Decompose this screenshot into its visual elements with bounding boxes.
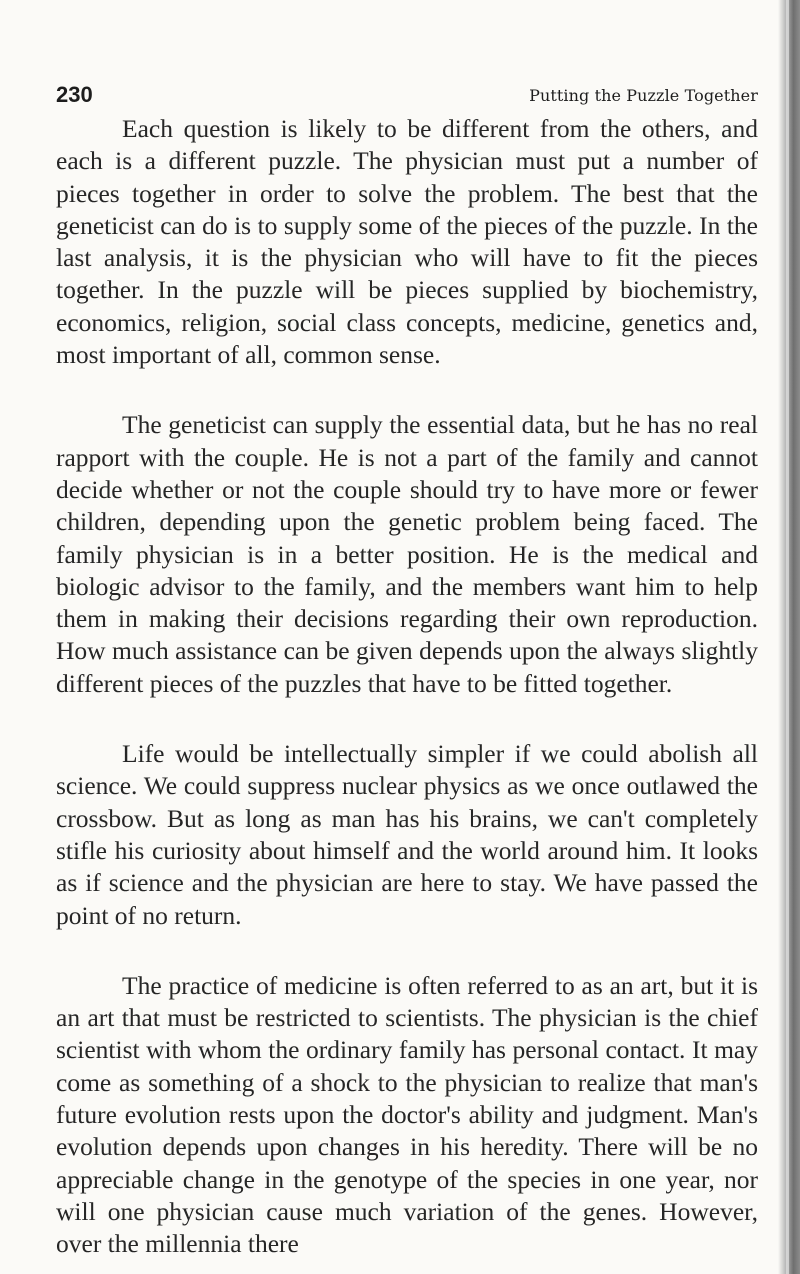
running-head: Putting the Puzzle Together bbox=[529, 86, 758, 105]
page-header bbox=[56, 82, 758, 108]
page-number: 230 bbox=[56, 82, 93, 107]
body-paragraph: Life would be intellectually simpler if we could abolish all science. We could suppress nuclear physics as we once outlawed the crossbow. But as long as man has his brains, we can't completely stifle his curiosity about himself and the world around him. It looks as if science and the physician are here to stay. We have passed the point of no return. bbox=[56, 739, 758, 930]
page-edge-shadow bbox=[778, 0, 800, 1274]
body-paragraph: The geneticist can supply the essential data, but he has no real rapport with the couple. He is not a part of the family and cannot decide whether or not the couple should try to have more or fewer children, depending upon the genetic problem being faced. The family physician is in a better position. He is the medical and biologic advisor to the family, and the members want him to help them in making their decisions regarding their own reproduction. How much assistance can be given depends upon the always slightly different pieces of the puzzles that have to be fitted together. bbox=[56, 410, 758, 698]
body-paragraph: The practice of medicine is often referred to as an art, but it is an art that must be restricted to scientists. The physician is the chief scientist with whom the ordinary family has personal contact. It may come as something of a shock to the physician to realize that man's future evolution rests upon the doctor's ability and judgment. Man's evolution depends upon changes in his heredity. There will be no appreciable change in the genotype of the species in one year, nor will one physician cause much variation of the genes. However, over the millennia there bbox=[56, 970, 758, 1259]
page-body bbox=[56, 113, 758, 1261]
body-paragraph: Each question is likely to be different from the others, and each is a different puzzle. The physician must put a number of pieces together in order to solve the problem. The best that the geneticist can do is to supply some of the pieces of the puzzle. In the last analysis, it is the physician who will have to fit the pieces together. In the puzzle will be pieces supplied by biochemistry, economics, religion, social class concepts, medicine, genetics and, most important of all, common sense. bbox=[56, 114, 758, 370]
